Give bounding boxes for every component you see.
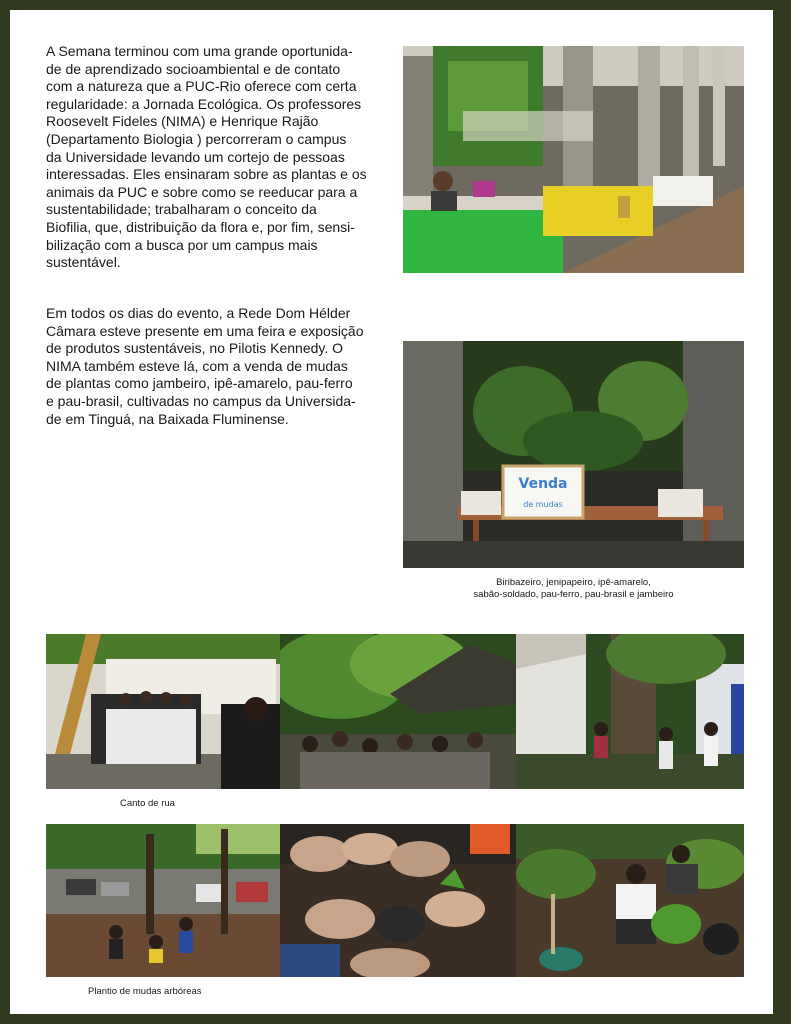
- caption-street-singing: Canto de rua: [120, 798, 175, 809]
- photo-plantio-estacionamento: [46, 824, 280, 977]
- magazine-page: [10, 10, 773, 1014]
- photo-jornada-grupo: [280, 634, 516, 789]
- photo-maos-terra: [280, 824, 516, 977]
- article-paragraph-feira-sustentavel: Em todos os dias do evento, a Rede Dom Hélder Câmara esteve presente em uma feira e exposição de produtos sustentáveis, no Pilotis Kennedy. O NIMA também esteve lá, com a venda de mudas de plantas como jambeiro, ipê-amarelo, pau-ferro e pau-brasil, cultivadas no campus da Universida- de em Tinguá, na Baixada Fluminense.: [46, 305, 364, 427]
- photo-canto-de-rua: [46, 634, 280, 789]
- venda-sign-text: Venda: [518, 476, 568, 492]
- caption-seedlings: Biribazeiro, jenipapeiro, ipê-amarelo, sabão-soldado, pau-ferro, pau-brasil e jambeiro: [473, 577, 674, 600]
- photo-abraco-arvore: [516, 634, 744, 789]
- article-paragraph-jornada-ecologica: A Semana terminou com uma grande oportunida- de de aprendizado socioambiental e de contato com a natureza que a PUC-Rio oferece com certa regularidade: a Jornada Ecológica. Os professores Roosevelt Fideles (NIMA) e Henrique Rajão (Departamento Biologia ) percorreram o campus da Universidade levando um cortejo de pessoas interessadas. Eles ensinaram sobre as plantas e os animais da PUC e sobre como se reeducar para a sustentabilidade; trabalharam o conceito da Biofilia, que, distribuição da flora e, por fim, sensi- bilização com a busca por um campus mais sustentável.: [46, 43, 367, 271]
- photo-plantio-muda: [516, 824, 744, 977]
- photo-feira-pilotis: [403, 46, 744, 273]
- photo-venda-de-mudas: [403, 341, 744, 568]
- caption-planting: Plantio de mudas arbóreas: [88, 986, 202, 997]
- de-mudas-sign-text: de mudas: [523, 500, 563, 509]
